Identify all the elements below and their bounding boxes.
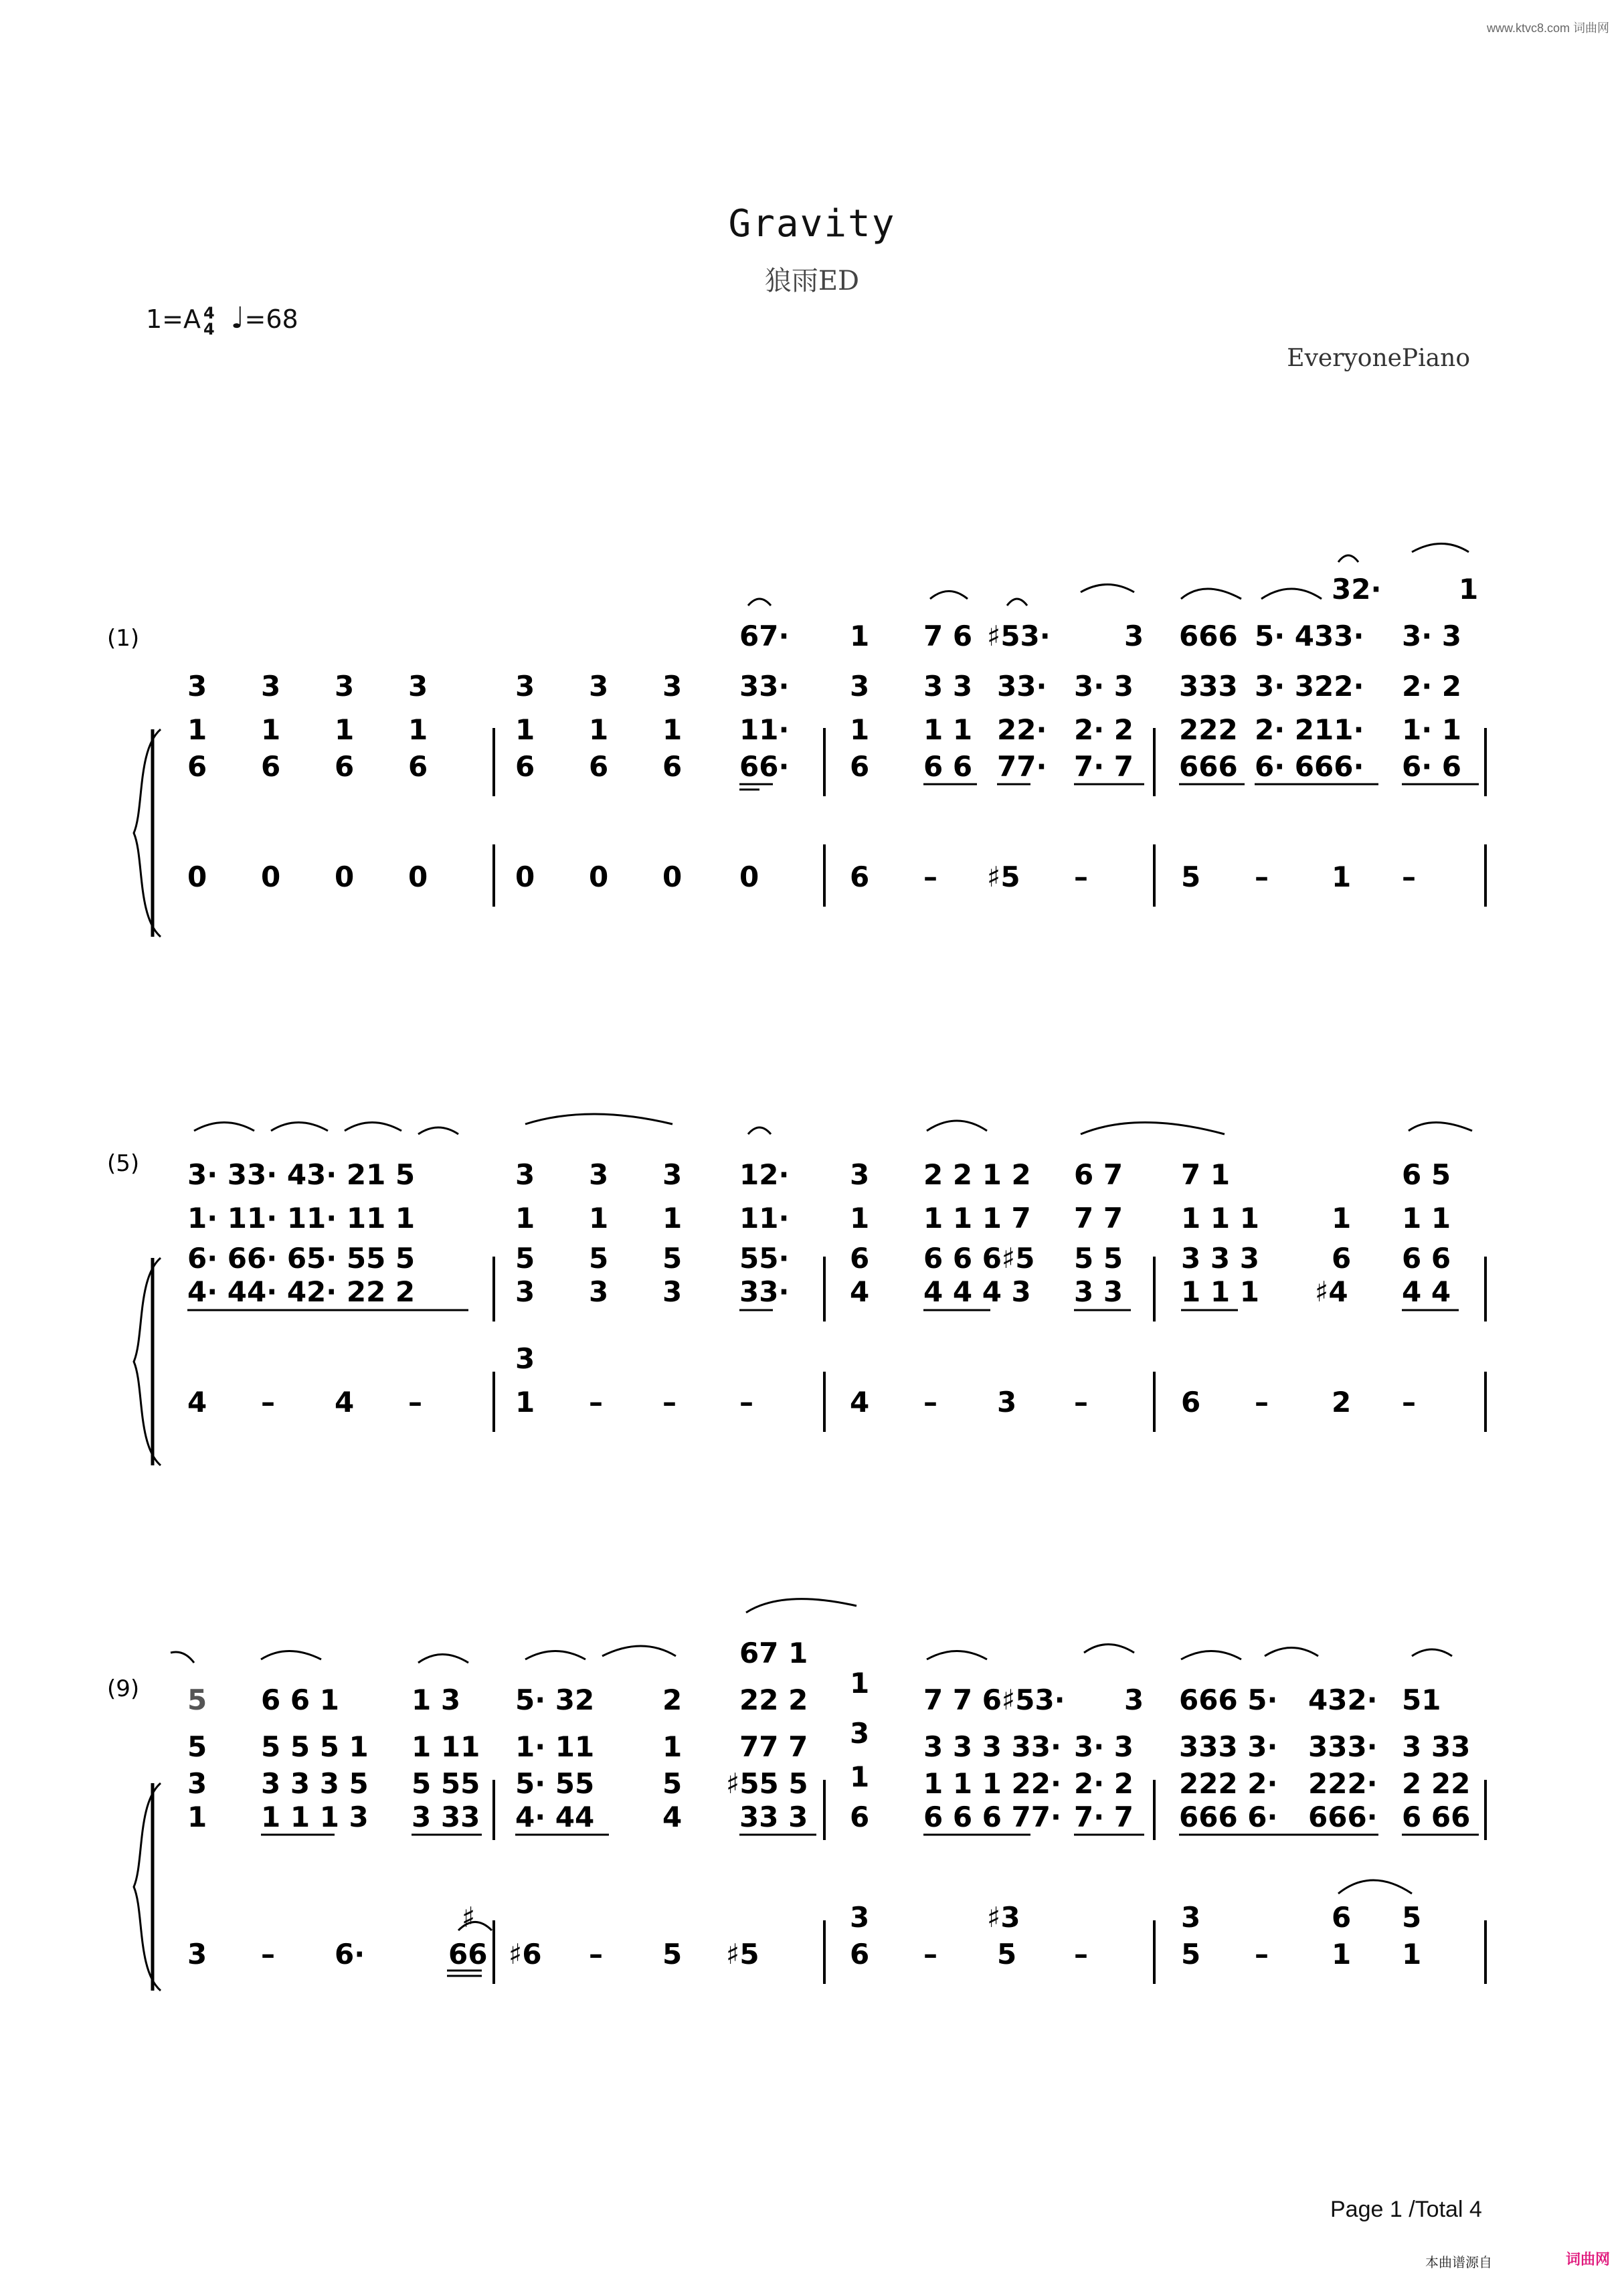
- svg-text:6: 6: [662, 750, 683, 783]
- brace: [134, 1258, 161, 1465]
- svg-text:5: 5: [187, 1683, 207, 1716]
- svg-text:1: 1: [515, 1202, 535, 1235]
- svg-text:1: 1: [408, 713, 428, 746]
- svg-text:5: 5: [1181, 1938, 1201, 1971]
- svg-text:1: 1: [1332, 1202, 1352, 1235]
- svg-text:1 1 1 3: 1 1 1 3: [261, 1801, 369, 1833]
- rh-chords-m9: [187, 1637, 1470, 1833]
- svg-text:222·: 222·: [1308, 1767, 1378, 1800]
- svg-text:6: 6: [850, 1801, 870, 1833]
- svg-text:5: 5: [997, 1938, 1017, 1971]
- svg-text:6: 6: [408, 750, 428, 783]
- svg-text:67·: 67·: [739, 620, 790, 652]
- svg-text:77 7: 77 7: [739, 1730, 808, 1763]
- svg-text:666: 666: [1179, 750, 1238, 783]
- svg-text:3: 3: [1124, 620, 1144, 652]
- svg-text:5: 5: [515, 1242, 535, 1275]
- key-signature: 1=A: [146, 304, 201, 334]
- svg-text:6: 6: [1332, 1242, 1352, 1275]
- svg-text:5· 32: 5· 32: [515, 1683, 595, 1716]
- svg-text:5 5: 5 5: [1074, 1242, 1123, 1275]
- svg-text:1 1 1: 1 1 1: [1181, 1202, 1259, 1235]
- svg-text:4: 4: [187, 1386, 207, 1419]
- svg-text:1 3: 1 3: [412, 1683, 461, 1716]
- svg-text:–: –: [662, 1386, 676, 1419]
- svg-text:3 3 3 33·: 3 3 3 33·: [923, 1730, 1061, 1763]
- svg-text:1: 1: [515, 1386, 535, 1419]
- time-sig-top: 4: [203, 303, 215, 323]
- svg-text:2: 2: [662, 1683, 683, 1716]
- svg-text:0: 0: [589, 860, 609, 893]
- measure-label: (5): [107, 1150, 140, 1177]
- svg-text:0: 0: [261, 860, 281, 893]
- svg-text:5: 5: [662, 1767, 683, 1800]
- svg-text:12·: 12·: [739, 1158, 790, 1191]
- svg-text:3: 3: [850, 1901, 870, 1934]
- svg-text:6: 6: [850, 860, 870, 893]
- svg-text:7 1: 7 1: [1181, 1158, 1231, 1191]
- svg-text:5· 433·: 5· 433·: [1255, 620, 1364, 652]
- svg-text:3: 3: [187, 1767, 207, 1800]
- svg-text:–: –: [589, 1386, 603, 1419]
- svg-text:1 1 1: 1 1 1: [1181, 1275, 1259, 1308]
- site-url[interactable]: www.ktvc8.com 词曲网: [1486, 21, 1609, 35]
- svg-text:1: 1: [261, 713, 281, 746]
- svg-text:1: 1: [1332, 1938, 1352, 1971]
- svg-text:1: 1: [850, 713, 870, 746]
- svg-text:67 1: 67 1: [739, 1637, 808, 1669]
- svg-text:6· 6: 6· 6: [1402, 750, 1462, 783]
- svg-text:2· 2: 2· 2: [1074, 1767, 1134, 1800]
- svg-text:–: –: [923, 1938, 937, 1971]
- svg-text:666 6·: 666 6·: [1179, 1801, 1278, 1833]
- svg-text:55·: 55·: [739, 1242, 790, 1275]
- svg-text:666 5·: 666 5·: [1179, 1683, 1278, 1716]
- svg-text:22·: 22·: [997, 713, 1047, 746]
- svg-text:333·: 333·: [1308, 1730, 1378, 1763]
- source-note: 本曲谱源自: [1425, 2254, 1492, 2270]
- svg-text:–: –: [739, 1386, 753, 1419]
- svg-text:5: 5: [589, 1242, 609, 1275]
- svg-text:0: 0: [335, 860, 355, 893]
- svg-text:222: 222: [1179, 713, 1238, 746]
- svg-text:1: 1: [850, 1202, 870, 1235]
- svg-text:♯55 5: ♯55 5: [726, 1767, 808, 1800]
- svg-text:2 22: 2 22: [1402, 1767, 1471, 1800]
- svg-text:33·: 33·: [739, 670, 790, 703]
- svg-text:–: –: [1074, 1386, 1088, 1419]
- svg-text:–: –: [1402, 1386, 1416, 1419]
- svg-text:1: 1: [187, 1801, 207, 1833]
- svg-text:6: 6: [1332, 1901, 1352, 1934]
- svg-text:1: 1: [335, 713, 355, 746]
- svg-text:0: 0: [515, 860, 535, 893]
- svg-text:6: 6: [850, 750, 870, 783]
- svg-text:2· 211·: 2· 211·: [1255, 713, 1364, 746]
- svg-text:66: 66: [448, 1938, 488, 1971]
- svg-text:1: 1: [850, 620, 870, 652]
- svg-text:3: 3: [408, 670, 428, 703]
- svg-text:1: 1: [187, 713, 207, 746]
- slurs: [171, 1599, 1452, 1930]
- svg-text:1: 1: [1459, 573, 1479, 606]
- svg-text:1: 1: [662, 713, 683, 746]
- svg-text:3 3 3 5: 3 3 3 5: [261, 1767, 369, 1800]
- arranger: EveryonePiano: [1287, 345, 1470, 372]
- svg-text:666·: 666·: [1308, 1801, 1378, 1833]
- lh-m9: [187, 1901, 1421, 1971]
- brace: [134, 1783, 161, 1991]
- svg-text:3 3: 3 3: [1074, 1275, 1123, 1308]
- svg-text:–: –: [1074, 1938, 1088, 1971]
- svg-text:77·: 77·: [997, 750, 1047, 783]
- svg-text:51: 51: [1402, 1683, 1441, 1716]
- svg-text:3: 3: [187, 1938, 207, 1971]
- svg-text:3: 3: [335, 670, 355, 703]
- svg-text:2 2 1 2: 2 2 1 2: [923, 1158, 1031, 1191]
- svg-text:6 5: 6 5: [1402, 1158, 1451, 1191]
- svg-text:7· 7: 7· 7: [1074, 1801, 1134, 1833]
- svg-text:5: 5: [1181, 860, 1201, 893]
- svg-text:6 6 6 77·: 6 6 6 77·: [923, 1801, 1061, 1833]
- svg-text:1 1: 1 1: [1402, 1202, 1451, 1235]
- svg-text:22 2: 22 2: [739, 1683, 808, 1716]
- svg-text:3: 3: [997, 1386, 1017, 1419]
- quarter-note-icon: ♩: [230, 301, 245, 335]
- svg-text:5· 55: 5· 55: [515, 1767, 595, 1800]
- svg-text:–: –: [589, 1938, 603, 1971]
- svg-text:♯3: ♯3: [987, 1901, 1020, 1934]
- svg-text:6: 6: [1181, 1386, 1201, 1419]
- svg-text:6 6 6♯5: 6 6 6♯5: [923, 1242, 1035, 1275]
- svg-text:33 3: 33 3: [739, 1801, 808, 1833]
- svg-text:2: 2: [1332, 1386, 1352, 1419]
- svg-text:3: 3: [850, 1158, 870, 1191]
- svg-text:2· 2: 2· 2: [1402, 670, 1462, 703]
- brace: [134, 729, 161, 937]
- svg-text:6· 666·: 6· 666·: [1255, 750, 1364, 783]
- svg-text:1: 1: [589, 1202, 609, 1235]
- svg-text:32·: 32·: [1332, 573, 1382, 606]
- svg-text:♯: ♯: [462, 1901, 476, 1934]
- svg-text:5: 5: [662, 1938, 683, 1971]
- slurs: [194, 1114, 1472, 1134]
- svg-text:3· 3: 3· 3: [1074, 670, 1134, 703]
- svg-text:1· 1: 1· 1: [1402, 713, 1462, 746]
- svg-text:3: 3: [662, 670, 683, 703]
- svg-text:3 3: 3 3: [923, 670, 973, 703]
- svg-text:–: –: [1074, 860, 1088, 893]
- svg-text:6·: 6·: [335, 1938, 365, 1971]
- svg-text:11·: 11·: [739, 713, 790, 746]
- svg-text:4 4 4 3: 4 4 4 3: [923, 1275, 1031, 1308]
- beams-underlines: [739, 784, 1479, 790]
- svg-text:3 3 3: 3 3 3: [1181, 1242, 1259, 1275]
- svg-text:–: –: [408, 1386, 422, 1419]
- svg-text:1 11: 1 11: [412, 1730, 480, 1763]
- svg-text:♯5: ♯5: [987, 860, 1020, 893]
- svg-text:11·: 11·: [739, 1202, 790, 1235]
- measure-label: (1): [107, 625, 140, 652]
- svg-text:♯4: ♯4: [1315, 1275, 1348, 1308]
- svg-text:6 6: 6 6: [1402, 1242, 1451, 1275]
- svg-text:–: –: [261, 1386, 275, 1419]
- svg-text:3· 3: 3· 3: [1402, 620, 1462, 652]
- svg-text:33·: 33·: [997, 670, 1047, 703]
- svg-text:♯53·: ♯53·: [987, 620, 1051, 652]
- svg-text:3: 3: [589, 670, 609, 703]
- svg-text:6: 6: [515, 750, 535, 783]
- svg-text:6: 6: [261, 750, 281, 783]
- system-2: [107, 1114, 1485, 1465]
- svg-text:66·: 66·: [739, 750, 790, 783]
- svg-text:3: 3: [850, 1717, 870, 1750]
- svg-text:3: 3: [515, 670, 535, 703]
- svg-text:0: 0: [739, 860, 759, 893]
- svg-text:6 7: 6 7: [1074, 1158, 1123, 1191]
- system-3: [107, 1599, 1485, 1991]
- svg-text:4· 44· 42· 22 2: 4· 44· 42· 22 2: [187, 1275, 416, 1308]
- svg-text:♯5: ♯5: [726, 1938, 759, 1971]
- svg-text:3· 322·: 3· 322·: [1255, 670, 1364, 703]
- rh-chords-m5: [187, 1158, 1451, 1308]
- system-1: [107, 544, 1485, 937]
- svg-text:6: 6: [850, 1242, 870, 1275]
- svg-text:3: 3: [662, 1275, 683, 1308]
- svg-text:6: 6: [850, 1938, 870, 1971]
- score-subtitle: 狼雨ED: [764, 266, 860, 296]
- svg-text:222 2·: 222 2·: [1179, 1767, 1278, 1800]
- svg-text:432·: 432·: [1308, 1683, 1378, 1716]
- lh-m1: [187, 860, 1416, 893]
- lh-m5: [187, 1342, 1416, 1419]
- svg-text:6 6 1: 6 6 1: [261, 1683, 339, 1716]
- svg-text:33·: 33·: [739, 1275, 790, 1308]
- svg-text:6· 66· 65· 55 5: 6· 66· 65· 55 5: [187, 1242, 416, 1275]
- beams-underlines: [261, 1835, 1479, 1976]
- svg-text:3: 3: [261, 670, 281, 703]
- svg-text:♯6: ♯6: [509, 1938, 542, 1971]
- page-indicator: Page 1 /Total 4: [1330, 2197, 1482, 2222]
- svg-text:7 7 6♯53·: 7 7 6♯53·: [923, 1683, 1065, 1716]
- svg-text:1: 1: [589, 713, 609, 746]
- svg-text:7 7: 7 7: [1074, 1202, 1123, 1235]
- tempo-value: =68: [244, 304, 298, 334]
- svg-text:6: 6: [335, 750, 355, 783]
- svg-text:0: 0: [187, 860, 207, 893]
- svg-text:1: 1: [515, 713, 535, 746]
- svg-text:3: 3: [515, 1275, 535, 1308]
- svg-text:4: 4: [662, 1801, 683, 1833]
- svg-text:5 55: 5 55: [412, 1767, 480, 1800]
- svg-text:3: 3: [662, 1158, 683, 1191]
- svg-text:4· 44: 4· 44: [515, 1801, 595, 1833]
- svg-text:0: 0: [408, 860, 428, 893]
- svg-text:333 3·: 333 3·: [1179, 1730, 1278, 1763]
- svg-text:5: 5: [1402, 1901, 1422, 1934]
- svg-text:1 1 1 7: 1 1 1 7: [923, 1202, 1031, 1235]
- svg-text:0: 0: [662, 860, 683, 893]
- svg-text:3· 3: 3· 3: [1074, 1730, 1134, 1763]
- svg-text:–: –: [923, 860, 937, 893]
- svg-text:4: 4: [335, 1386, 355, 1419]
- svg-text:666: 666: [1179, 620, 1238, 652]
- svg-text:4 4: 4 4: [1402, 1275, 1451, 1308]
- svg-text:3: 3: [1124, 1683, 1144, 1716]
- svg-text:6: 6: [589, 750, 609, 783]
- svg-text:1· 11: 1· 11: [515, 1730, 595, 1763]
- svg-text:3 33: 3 33: [412, 1801, 480, 1833]
- svg-text:1: 1: [662, 1202, 683, 1235]
- svg-text:3: 3: [515, 1158, 535, 1191]
- svg-text:1: 1: [662, 1730, 683, 1763]
- svg-text:7· 7: 7· 7: [1074, 750, 1134, 783]
- svg-text:3: 3: [187, 670, 207, 703]
- svg-text:3: 3: [1181, 1901, 1201, 1934]
- svg-text:2· 2: 2· 2: [1074, 713, 1134, 746]
- svg-text:3: 3: [589, 1158, 609, 1191]
- svg-text:–: –: [1255, 1386, 1269, 1419]
- svg-text:3: 3: [850, 670, 870, 703]
- svg-text:1: 1: [850, 1667, 870, 1700]
- svg-text:3: 3: [515, 1342, 535, 1375]
- svg-text:6: 6: [187, 750, 207, 783]
- svg-text:1 1 1 22·: 1 1 1 22·: [923, 1767, 1061, 1800]
- site-logo[interactable]: 词曲网: [1566, 2252, 1611, 2268]
- svg-text:6 66: 6 66: [1402, 1801, 1471, 1833]
- svg-text:3· 33· 43· 21 5: 3· 33· 43· 21 5: [187, 1158, 416, 1191]
- svg-text:1: 1: [850, 1760, 870, 1793]
- svg-text:–: –: [1255, 1938, 1269, 1971]
- svg-text:–: –: [923, 1386, 937, 1419]
- svg-text:4: 4: [850, 1386, 870, 1419]
- svg-text:–: –: [1255, 860, 1269, 893]
- svg-text:6 6: 6 6: [923, 750, 973, 783]
- svg-text:5: 5: [662, 1242, 683, 1275]
- svg-text:3 33: 3 33: [1402, 1730, 1471, 1763]
- svg-text:–: –: [261, 1938, 275, 1971]
- svg-text:5: 5: [187, 1730, 207, 1763]
- svg-text:5 5 5 1: 5 5 5 1: [261, 1730, 369, 1763]
- svg-text:1· 11· 11· 11 1: 1· 11· 11· 11 1: [187, 1202, 416, 1235]
- svg-text:333: 333: [1179, 670, 1238, 703]
- svg-text:1 1: 1 1: [923, 713, 973, 746]
- svg-text:1: 1: [1402, 1938, 1422, 1971]
- rh-chords-m1: [187, 573, 1478, 783]
- measure-label: (9): [107, 1675, 140, 1702]
- time-sig-bottom: 4: [203, 319, 215, 339]
- svg-text:3: 3: [589, 1275, 609, 1308]
- svg-text:–: –: [1402, 860, 1416, 893]
- svg-text:4: 4: [850, 1275, 870, 1308]
- score-title: Gravity: [728, 202, 896, 246]
- svg-text:1: 1: [1332, 860, 1352, 893]
- svg-text:7 6: 7 6: [923, 620, 973, 652]
